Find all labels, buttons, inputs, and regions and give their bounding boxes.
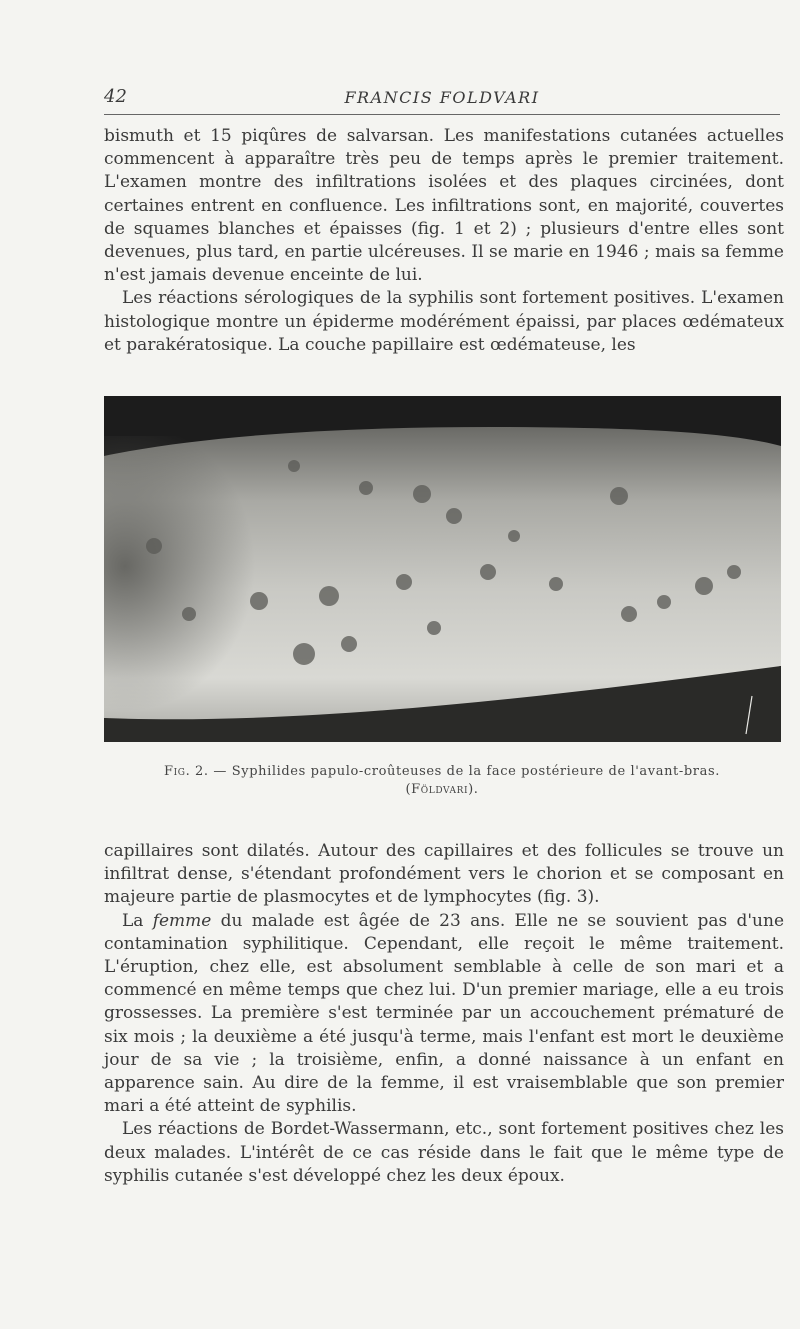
paragraph: Les réactions sérologiques de la syphilis sont fortement positives. L'examen histologique montre un épiderme modérément épaissi, par places œdémateux et parakératosique. La couche papillaire est œdémateuse, les: [104, 288, 784, 355]
paragraph: Les réactions de Bordet-Wassermann, etc., sont fortement positives chez les deux malades. L'intérêt de ce cas réside dans le fait que le même type de syphilis cutanée s'est développé chez les deux époux.: [104, 1119, 784, 1186]
caption-credit: (Földvari).: [405, 782, 479, 797]
running-head: FRANCIS FOLDVARI: [344, 88, 540, 107]
text-block-top: [104, 125, 784, 357]
text-block-bottom: [104, 840, 784, 1188]
page-number: 42: [104, 86, 127, 107]
paragraph-start: La: [122, 910, 153, 931]
paragraph: bismuth et 15 piqûres de salvarsan. Les manifestations cutanées actuelles commencent à apparaître très peu de temps après le premier traitement. L'examen montre des infiltrations isolées et des plaques circinées, dont certaines entrent en confluence. Les infiltrations sont, en majorité, couvertes de squames blanches et épaisses (fig. 1 et 2) ; plusieurs d'entre elles sont devenues, plus tard, en partie ulcéreuses. Il se marie en 1946 ; mais sa femme n'est jamais devenue enceinte de lui.: [104, 126, 784, 286]
figure-photo: [104, 396, 781, 742]
page-header: [104, 84, 780, 115]
paragraph: capillaires sont dilatés. Autour des capillaires et des follicules se trouve un infiltrat dense, s'étendant profondément vers le chorion et se composant en majeure partie de plasmocytes et de lymphocytes (fig. 3).: [104, 841, 784, 908]
paragraph: [104, 910, 784, 1119]
figure-caption: [104, 764, 780, 779]
forearm-photograph: [104, 396, 781, 742]
caption-text: — Syphilides papulo-croûteuses de la face postérieure de l'avant-bras.: [213, 764, 720, 779]
emphasis-text: femme: [152, 910, 212, 931]
caption-label: Fig. 2.: [164, 764, 209, 779]
paragraph-rest: du malade est âgée de 23 ans. Elle ne se souvient pas d'une contamination syphilitique. Cependant, elle reçoit le même traitement. L'éruption, chez elle, est absolument semblable à celle de son mari et a commencé en même temps que chez lui. D'un premier mariage, elle a eu trois grossesses. La première s'est terminée par un accouchement prématuré de six mois ; la deuxième a été jusqu'à terme, mais l'enfant est mort le deuxième jour de sa vie ; la troisième, enfin, a donné naissance à un enfant en apparence sain. Au dire de la femme, il est vraisemblable que son premier mari a été atteint de syphilis.: [104, 910, 785, 1117]
